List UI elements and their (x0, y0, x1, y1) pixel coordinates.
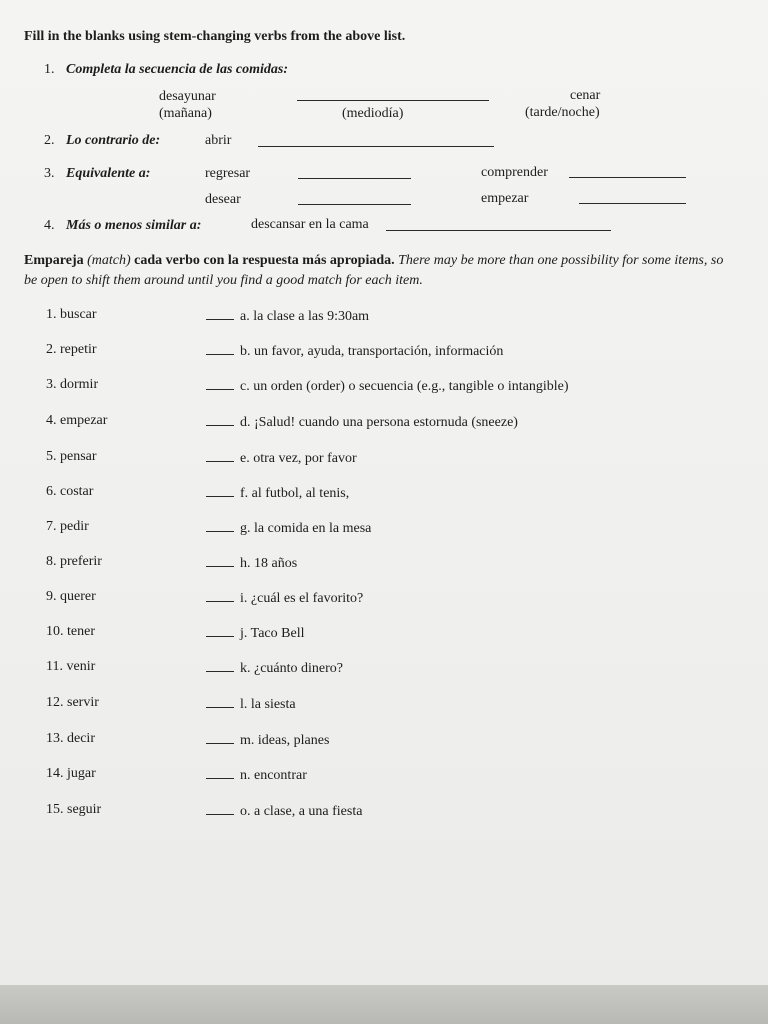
answer-blank[interactable] (206, 307, 234, 320)
item-answer: e. otra vez, por favor (206, 449, 357, 467)
q1-number: 1. (44, 62, 55, 77)
item-verb: 6. costar (46, 484, 94, 499)
q1-sub-tarde-noche: (tarde/noche) (525, 105, 600, 120)
item-verb: 14. jugar (46, 766, 96, 781)
q1-sub-manana: (mañana) (159, 106, 212, 121)
item-verb: 9. querer (46, 589, 96, 604)
answer-blank[interactable] (206, 766, 234, 779)
q3-number: 3. (44, 166, 55, 181)
item-verb: 5. pensar (46, 449, 97, 464)
q2-label: Lo contrario de: (66, 133, 161, 148)
answer-blank[interactable] (206, 695, 234, 708)
list-item (46, 695, 696, 713)
answer-blank[interactable] (206, 554, 234, 567)
q4-word: descansar en la cama (251, 217, 369, 232)
answer-blank[interactable] (206, 802, 234, 815)
list-item (46, 413, 696, 431)
q1-word-desayunar: desayunar (159, 89, 216, 104)
item-answer: o. a clase, a una fiesta (206, 802, 362, 820)
answer-blank[interactable] (206, 413, 234, 426)
item-answer: n. encontrar (206, 766, 307, 784)
table-surface (0, 985, 768, 1024)
matching-instructions (24, 251, 724, 291)
item-verb: 1. buscar (46, 307, 97, 322)
answer-blank[interactable] (206, 449, 234, 462)
q3-word-desear: desear (205, 192, 241, 207)
instructions-bold-text: cada verbo con la respuesta más apropiada. (134, 253, 395, 268)
item-answer: f. al futbol, al tenis, (206, 484, 349, 502)
list-item (46, 802, 696, 820)
q4-blank[interactable] (386, 230, 611, 231)
item-answer: i. ¿cuál es el favorito? (206, 589, 363, 607)
q1-word-cenar: cenar (570, 88, 601, 103)
item-answer: j. Taco Bell (206, 624, 304, 642)
worksheet-heading: Fill in the blanks using stem-changing verbs from the above list. (24, 29, 406, 44)
item-verb: 7. pedir (46, 519, 89, 534)
list-item (46, 484, 696, 502)
instructions-bold-empareja: Empareja (24, 253, 84, 268)
answer-blank[interactable] (206, 659, 234, 672)
instructions-italic-text: There may be more than one possibility for some items, so be open to shift them around until you find a good match for each item. (24, 253, 724, 288)
q3-blank-3[interactable] (569, 177, 686, 178)
list-item (46, 449, 696, 467)
item-verb: 10. tener (46, 624, 95, 639)
q2-word: abrir (205, 133, 232, 148)
item-answer: d. ¡Salud! cuando una persona estornuda (sneeze) (206, 413, 518, 431)
q3-blank-2[interactable] (298, 204, 411, 205)
list-item (46, 377, 696, 395)
item-verb: 13. decir (46, 731, 95, 746)
q2-number: 2. (44, 133, 55, 148)
item-answer: c. un orden (order) o secuencia (e.g., tangible o intangible) (206, 377, 568, 395)
answer-blank[interactable] (206, 484, 234, 497)
q3-word-empezar: empezar (481, 191, 529, 206)
list-item (46, 554, 696, 572)
list-item (46, 519, 696, 537)
item-answer: a. la clase a las 9:30am (206, 307, 369, 325)
list-item (46, 731, 696, 749)
item-verb: 15. seguir (46, 802, 102, 817)
q3-word-comprender: comprender (481, 165, 548, 180)
q1-sub-mediodia: (mediodía) (342, 106, 404, 121)
list-item (46, 342, 696, 360)
list-item (46, 589, 696, 607)
item-verb: 8. preferir (46, 554, 102, 569)
instructions-italic-match: (match) (87, 253, 131, 268)
item-answer: l. la siesta (206, 695, 296, 713)
item-verb: 4. empezar (46, 413, 108, 428)
answer-blank[interactable] (206, 589, 234, 602)
q1-blank-1[interactable] (297, 100, 489, 101)
item-answer: b. un favor, ayuda, transportación, información (206, 342, 503, 360)
answer-blank[interactable] (206, 342, 234, 355)
item-answer: h. 18 años (206, 554, 297, 572)
q4-label: Más o menos similar a: (66, 218, 202, 233)
list-item (46, 659, 696, 677)
item-verb: 2. repetir (46, 342, 97, 357)
item-verb: 11. venir (46, 659, 96, 674)
item-answer: m. ideas, planes (206, 731, 329, 749)
list-item (46, 624, 696, 642)
item-verb: 3. dormir (46, 377, 99, 392)
answer-blank[interactable] (206, 624, 234, 637)
q3-word-regresar: regresar (205, 166, 251, 181)
q1-label: Completa la secuencia de las comidas: (66, 62, 289, 77)
q4-number: 4. (44, 218, 55, 233)
answer-blank[interactable] (206, 377, 234, 390)
q3-blank-1[interactable] (298, 178, 411, 179)
item-verb: 12. servir (46, 695, 99, 710)
q3-label: Equivalente a: (66, 166, 151, 181)
list-item (46, 766, 696, 784)
q2-blank[interactable] (258, 146, 494, 147)
answer-blank[interactable] (206, 731, 234, 744)
q3-blank-4[interactable] (579, 203, 686, 204)
item-answer: k. ¿cuánto dinero? (206, 659, 343, 677)
list-item (46, 307, 696, 325)
answer-blank[interactable] (206, 519, 234, 532)
item-answer: g. la comida en la mesa (206, 519, 371, 537)
